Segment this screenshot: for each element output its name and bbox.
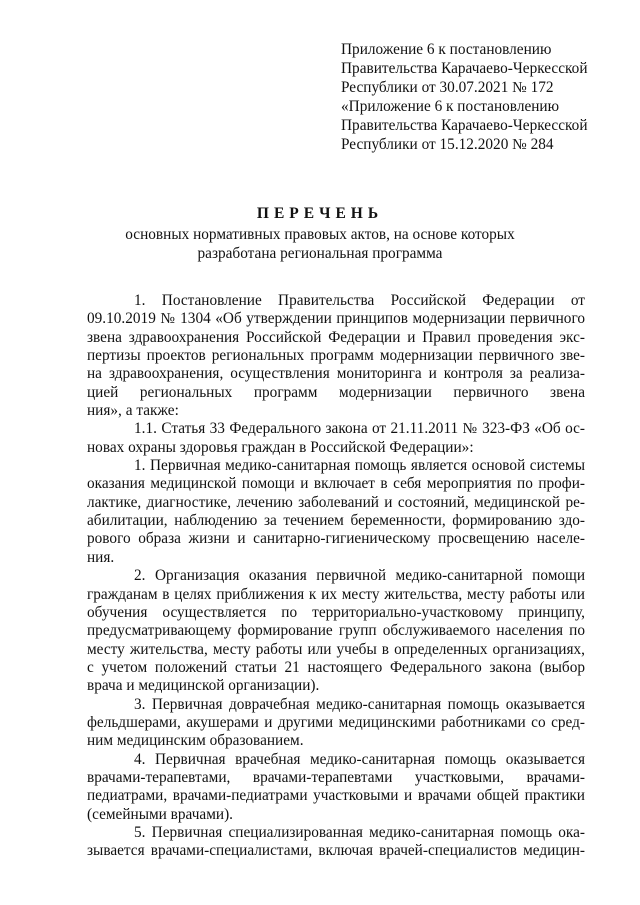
paragraph-line: пертизы проектов региональных программ модернизации первичного зве- bbox=[87, 347, 585, 365]
paragraph-line: звена здравоохранения Российской Федерации и Правил проведения экс- bbox=[87, 328, 585, 346]
annex-line: Приложение 6 к постановлению bbox=[341, 41, 552, 58]
paragraph-line: оказания медицинской помощи и включает в себя мероприятия по профи- bbox=[87, 475, 585, 493]
annex-line: Республики от 15.12.2020 № 284 bbox=[341, 136, 554, 153]
paragraph-item-3 bbox=[87, 696, 585, 751]
annex-line: Правительства Карачаево-Черкесской bbox=[341, 117, 588, 134]
paragraph-line: лактике, диагностике, лечению заболеваний и состояний, медицинской ре- bbox=[87, 493, 585, 511]
paragraph-line: 5. Первичная специализированная медико-санитарная помощь ока- bbox=[134, 823, 585, 841]
paragraph-line: 4. Первичная врачебная медико-санитарная помощь оказывается bbox=[134, 750, 585, 768]
paragraph-line: месту жительства, месту работы или учебы в определенных организациях, bbox=[87, 640, 585, 658]
paragraph-1-1 bbox=[87, 420, 585, 457]
paragraph-line: 3. Первичная доврачебная медико-санитарная помощь оказывается bbox=[134, 695, 585, 713]
annex-line: Республики от 30.07.2021 № 172 bbox=[341, 79, 554, 96]
document-body bbox=[87, 292, 585, 861]
subtitle-line: основных нормативных правовых актов, на основе которых bbox=[125, 226, 515, 243]
document-subtitle bbox=[0, 225, 640, 263]
paragraph-line: 2. Организация оказания первичной медико-санитарной помощи bbox=[134, 567, 585, 585]
paragraph-line: обучения осуществляется по территориально-участковому принципу, bbox=[87, 603, 585, 621]
paragraph-line: гражданам в целях приближения к их месту жительства, месту работы или bbox=[87, 585, 585, 603]
paragraph-line: педиатрами, врачами-педиатрами участковыми и врачами общей практики bbox=[87, 787, 585, 805]
paragraph-line: ния. bbox=[87, 548, 115, 566]
paragraph-line: абилитации, наблюдению за течением беременности, формированию здо- bbox=[87, 512, 585, 530]
paragraph-line: ним медицинским образованием. bbox=[87, 732, 304, 750]
paragraph-line: 1. Первичная медико-санитарная помощь является основой системы bbox=[134, 457, 585, 475]
paragraph-line: зывается врачами-специалистами, включая врачей-специалистов медицин- bbox=[87, 842, 585, 860]
paragraph-item-1 bbox=[87, 457, 585, 567]
paragraph-item-4 bbox=[87, 751, 585, 824]
paragraph-line: 1.1. Статья 33 Федерального закона от 21.11.2011 № 323-ФЗ «Об ос- bbox=[134, 420, 585, 438]
paragraph-1 bbox=[87, 292, 585, 420]
paragraph-line: предусматривающему формирование групп обслуживаемого населения по bbox=[87, 622, 585, 640]
paragraph-line: с учетом положений статьи 21 настоящего Федерального закона (выбор bbox=[87, 658, 585, 676]
annex-header bbox=[341, 40, 621, 154]
paragraph-line: на здравоохранения, осуществления мониторинга и контроля за реализа- bbox=[87, 365, 585, 383]
annex-line: «Приложение 6 к постановлению bbox=[341, 98, 560, 115]
paragraph-line: (семейными врачами). bbox=[87, 805, 233, 823]
paragraph-line: цией региональных программ модернизации первичного звена bbox=[87, 383, 585, 401]
paragraph-line: врача и медицинской организации). bbox=[87, 677, 320, 695]
annex-line: Правительства Карачаево-Черкесской bbox=[341, 60, 588, 77]
paragraph-line: новах охраны здоровья граждан в Российской Федерации»: bbox=[87, 438, 474, 456]
paragraph-line: врачами-терапевтами, врачами-терапевтами участковыми, врачами- bbox=[87, 768, 585, 786]
paragraph-line: фельдшерами, акушерами и другими медицинскими работниками со сред- bbox=[87, 713, 585, 731]
paragraph-item-5 bbox=[87, 824, 585, 861]
subtitle-line: разработана региональная программа bbox=[197, 245, 443, 262]
paragraph-line: ния», а также: bbox=[87, 402, 179, 420]
paragraph-line: 09.10.2019 № 1304 «Об утверждении принципов модернизации первичного bbox=[87, 310, 585, 328]
paragraph-line: 1. Постановление Правительства Российской Федерации от bbox=[134, 292, 585, 309]
paragraph-line: рового образа жизни и санитарно-гигиеническому просвещению населе- bbox=[87, 530, 585, 548]
document-title: ПЕРЕЧЕНЬ bbox=[256, 205, 384, 222]
paragraph-item-2 bbox=[87, 567, 585, 695]
